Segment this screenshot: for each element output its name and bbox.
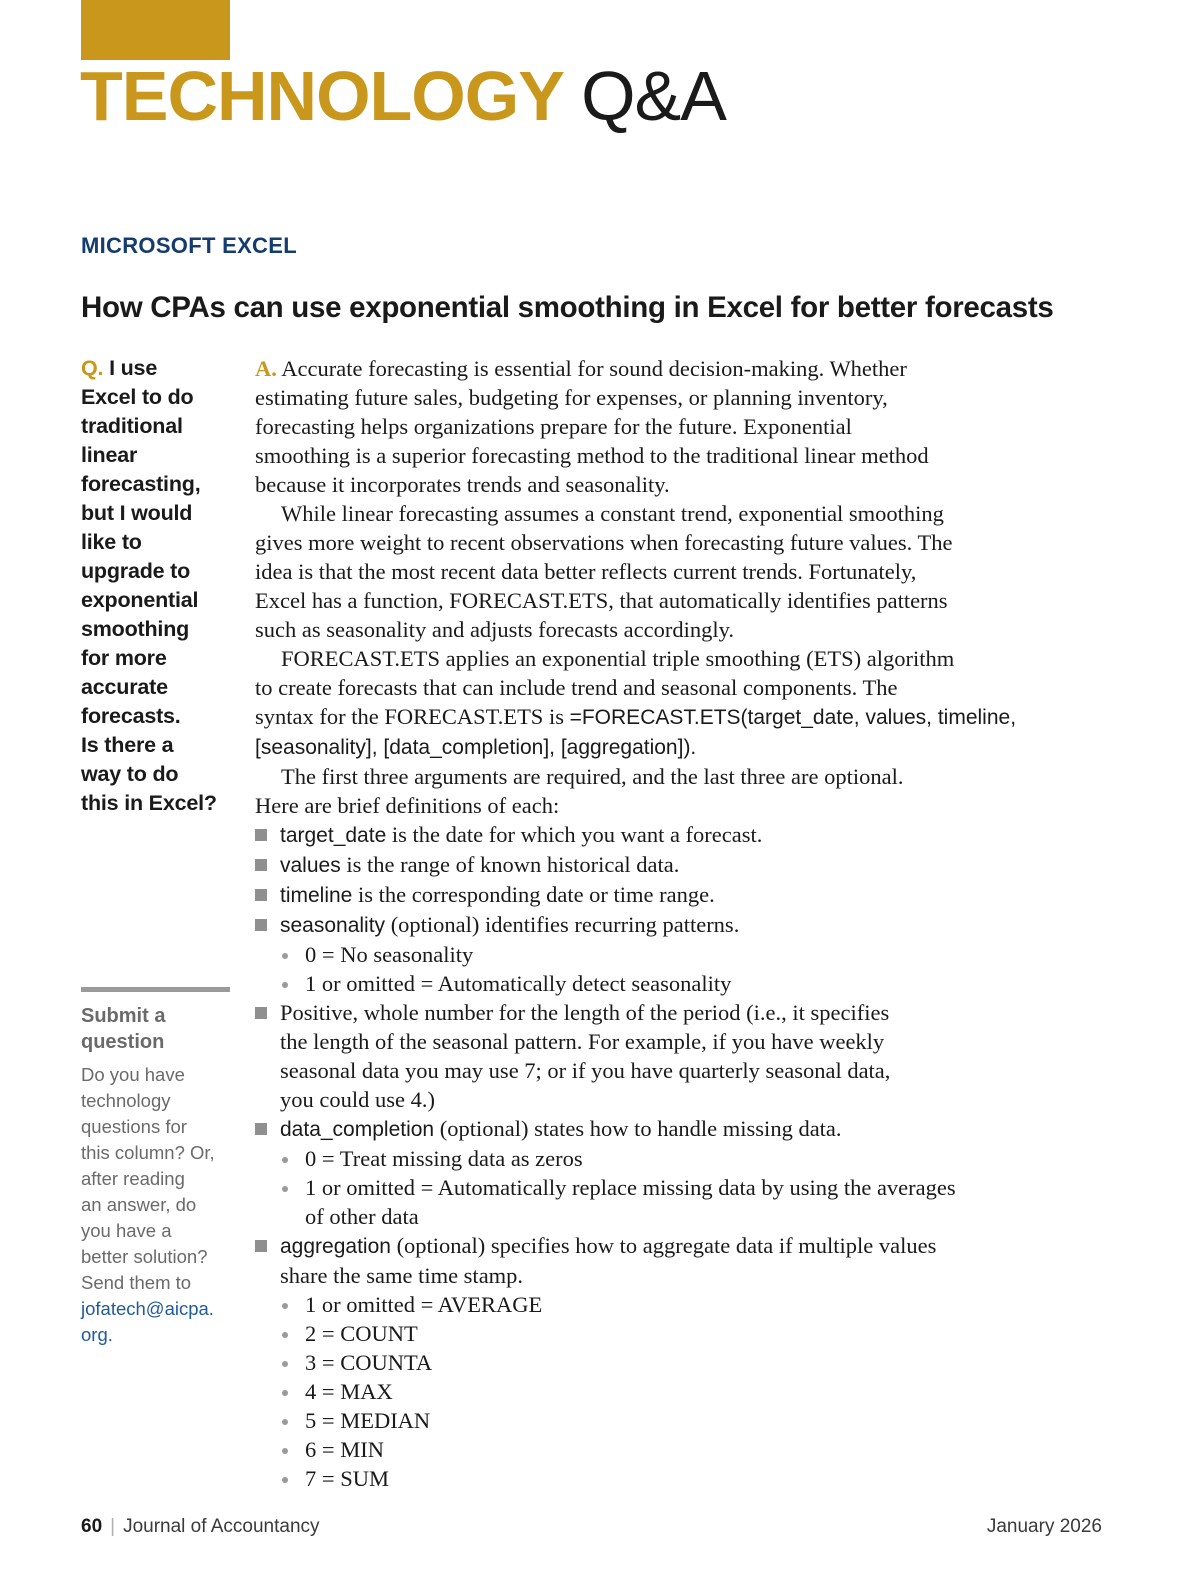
masthead-title — [80, 56, 726, 136]
page-number: 60 — [81, 1516, 103, 1537]
sub-list — [280, 1144, 1115, 1231]
question-block — [81, 354, 231, 818]
answer-line: The first three arguments are required, and the last three are optional. — [281, 764, 904, 789]
sidebar-body-line: technology — [81, 1090, 171, 1111]
arg-desc: is the corresponding date or time range. — [352, 882, 715, 907]
arg-name: timeline — [280, 884, 353, 907]
question-line: forecasting, — [81, 472, 201, 496]
answer-line: gives more weight to recent observations when forecasting future values. The — [255, 530, 953, 555]
question-line: I use — [109, 356, 158, 380]
masthead-strong: TECHNOLOGY — [80, 57, 563, 135]
answer-line: estimating future sales, budgeting for expenses, or planning inventory, — [255, 385, 888, 410]
answer-line: idea is that the most recent data better reflects current trends. Fortunately, — [255, 559, 917, 584]
answer-block — [255, 354, 1115, 1493]
answer-line — [255, 354, 1115, 383]
arg-desc: (optional) specifies how to aggregate data if multiple values — [390, 1233, 937, 1258]
list-text: 1 or omitted = Automatically replace missing data by using the averages — [305, 1175, 956, 1200]
question-line: exponential — [81, 588, 199, 612]
arg-desc: is the date for which you want a forecast. — [386, 822, 763, 847]
sub-list-item: 4 = MAX — [280, 1377, 1115, 1406]
question-line: Is there a — [81, 733, 174, 757]
issue-date: January 2026 — [986, 1516, 1102, 1537]
masthead-thin: Q&A — [581, 57, 726, 135]
sidebar-body-line: an answer, do — [81, 1194, 197, 1215]
list-item — [255, 998, 1115, 1114]
list-text: seasonal data you may use 7; or if you have quarterly seasonal data, — [280, 1058, 891, 1083]
question-line: linear — [81, 443, 138, 467]
arg-name: data_completion — [280, 1118, 435, 1141]
arg-name: target_date — [280, 824, 387, 847]
question-line: for more — [81, 646, 167, 670]
sub-list-item: 3 = COUNTA — [280, 1348, 1115, 1377]
sub-list-item: 2 = COUNT — [280, 1319, 1115, 1348]
list-item — [255, 1231, 1115, 1493]
question-line: way to do — [81, 762, 179, 786]
sidebar-title-line: question — [81, 1031, 165, 1053]
question-line: upgrade to — [81, 559, 191, 583]
sidebar-body-line: Do you have — [81, 1064, 185, 1085]
answer-line: While linear forecasting assumes a constant trend, exponential smoothing — [281, 501, 944, 526]
email-link-line[interactable]: org. — [81, 1324, 113, 1345]
argument-list — [255, 820, 1115, 1493]
sidebar-title — [81, 1003, 231, 1055]
sub-list-item: 5 = MEDIAN — [280, 1406, 1115, 1435]
section-label: MICROSOFT EXCEL — [81, 233, 297, 258]
list-item — [255, 910, 1115, 998]
question-line: traditional — [81, 414, 183, 438]
question-line: this in Excel? — [81, 791, 217, 815]
list-item — [255, 880, 1115, 910]
list-text: Positive, whole number for the length of the period (i.e., it specifies — [280, 1000, 890, 1025]
answer-line: because it incorporates trends and seasonality. — [255, 472, 670, 497]
answer-line: to create forecasts that can include trend and seasonal components. The — [255, 675, 898, 700]
list-text: of other data — [305, 1204, 419, 1229]
sidebar-body-line: you have a — [81, 1220, 172, 1241]
answer-line: Excel has a function, FORECAST.ETS, that automatically identifies patterns — [255, 588, 948, 613]
syntax-code: =FORECAST.ETS(target_date, values, timeline, — [569, 706, 1017, 729]
answer-line — [255, 732, 1115, 762]
question-line: accurate — [81, 675, 168, 699]
question-line: smoothing — [81, 617, 190, 641]
answer-line: such as seasonality and adjusts forecasts accordingly. — [255, 617, 735, 642]
arg-desc: is the range of known historical data. — [340, 852, 680, 877]
sidebar-body-line: better solution? — [81, 1246, 208, 1267]
sub-list-item: 6 = MIN — [280, 1435, 1115, 1464]
email-link-line[interactable]: jofatech@aicpa. — [81, 1298, 214, 1319]
syntax-code: [seasonality], [data_completion], [aggregation]). — [255, 736, 697, 759]
sub-list-item: 0 = No seasonality — [280, 940, 1115, 969]
question-marker: Q. — [81, 356, 104, 380]
publication-name: Journal of Accountancy — [123, 1516, 320, 1537]
question-line: but I would — [81, 501, 193, 525]
arg-desc: share the same time stamp. — [280, 1263, 524, 1288]
arg-name: aggregation — [280, 1235, 391, 1258]
answer-line — [255, 702, 1115, 732]
sub-list-item — [280, 1173, 1115, 1231]
arg-name: seasonality — [280, 914, 386, 937]
article-headline: How CPAs can use exponential smoothing in Excel for better forecasts — [81, 291, 1054, 324]
question-line: like to — [81, 530, 142, 554]
arg-desc: (optional) states how to handle missing data. — [434, 1116, 842, 1141]
page-footer — [81, 1516, 1102, 1544]
list-item — [255, 1114, 1115, 1231]
sidebar-divider — [81, 987, 230, 992]
question-line: Excel to do — [81, 385, 194, 409]
arg-name: values — [280, 854, 341, 877]
sidebar-body-line: questions for — [81, 1116, 187, 1137]
sidebar-body — [81, 1062, 233, 1348]
syntax-prefix: syntax for the FORECAST.ETS is — [255, 704, 570, 729]
answer-text: Accurate forecasting is essential for sound decision-making. Whether — [281, 356, 907, 381]
sidebar-title-line: Submit a — [81, 1005, 166, 1027]
answer-line: Here are brief definitions of each: — [255, 793, 560, 818]
answer-line: FORECAST.ETS applies an exponential triple smoothing (ETS) algorithm — [281, 646, 955, 671]
sub-list — [280, 940, 1115, 998]
list-item — [255, 850, 1115, 880]
arg-desc: (optional) identifies recurring patterns. — [385, 912, 740, 937]
sub-list — [280, 1290, 1115, 1493]
question-line: forecasts. — [81, 704, 181, 728]
list-item — [255, 820, 1115, 850]
answer-marker: A. — [255, 356, 277, 381]
footer-separator: | — [110, 1516, 116, 1537]
sub-list-item: 7 = SUM — [280, 1464, 1115, 1493]
sidebar-body-line: after reading — [81, 1168, 185, 1189]
answer-line: smoothing is a superior forecasting method to the traditional linear method — [255, 443, 929, 468]
list-text: the length of the seasonal pattern. For example, if you have weekly — [280, 1029, 885, 1054]
sub-list-item: 0 = Treat missing data as zeros — [280, 1144, 1115, 1173]
list-text: you could use 4.) — [280, 1087, 435, 1112]
masthead-accent-bar — [81, 0, 230, 60]
sub-list-item: 1 or omitted = Automatically detect seasonality — [280, 969, 1115, 998]
answer-line: forecasting helps organizations prepare for the future. Exponential — [255, 414, 852, 439]
sidebar-body-line: Send them to — [81, 1272, 192, 1293]
sub-list-item: 1 or omitted = AVERAGE — [280, 1290, 1115, 1319]
email-link[interactable] — [81, 1298, 214, 1345]
sidebar-body-line: this column? Or, — [81, 1142, 215, 1163]
